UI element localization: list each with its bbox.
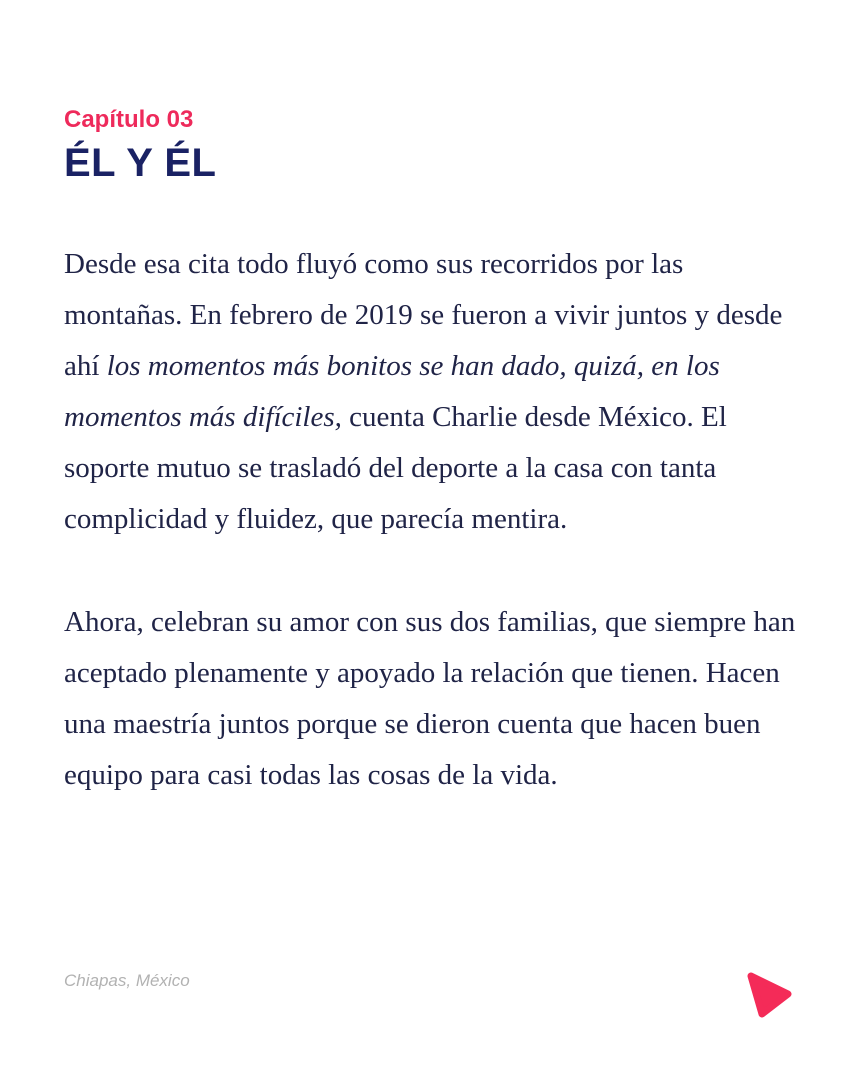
location-caption: Chiapas, México (64, 971, 190, 990)
text-run: Desde esa cita todo fluyó como sus recorridos por las montañas. En febrero de 2019 se fueron a vivir juntos y desde ahí (64, 247, 783, 382)
text-run-italic: los momentos más bonitos se han dado, quizá, en los momentos más difíciles, (64, 349, 720, 433)
text-run: Ahora, celebran su amor con sus dos familias, que siempre han aceptado plenamente y apoyado la relación que tienen. Hacen una maestría juntos porque se dieron cuenta que hacen buen equipo para casi todas las cosas de la vida. (64, 605, 796, 791)
chapter-label: Capítulo 03 (64, 106, 194, 133)
text-run: cuenta Charlie desde México. El soporte mutuo se trasladó del deporte a la casa con tanta complicidad y fluidez, que parecía mentira. (64, 400, 727, 535)
page-title: ÉL Y ÉL (64, 140, 217, 185)
paragraph (64, 597, 800, 801)
paragraph (64, 239, 800, 545)
next-arrow-icon[interactable] (743, 969, 793, 1019)
